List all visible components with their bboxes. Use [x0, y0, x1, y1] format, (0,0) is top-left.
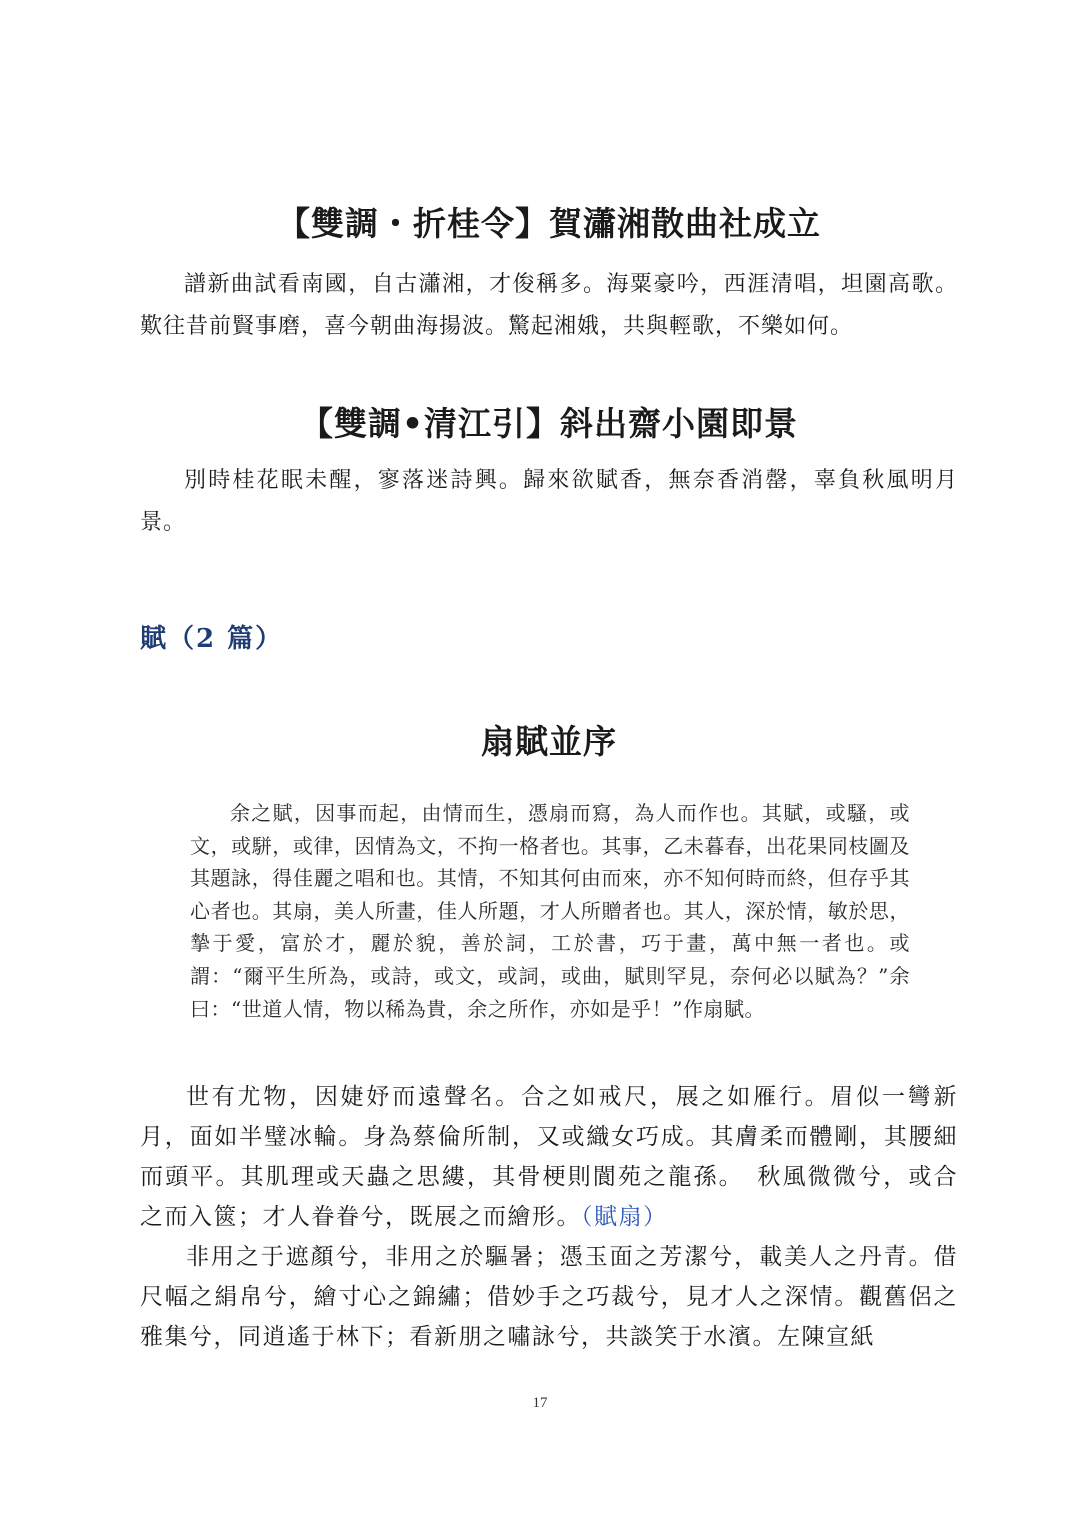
section-heading: 賦（2 篇）: [140, 624, 284, 654]
poem-text-1: 譜新曲試看南國，自古瀟湘，才俊稱多。海粟豪吟，西涯清唱，坦園高歌。歎往昔前賢事磨，喜今朝曲海揚波。驚起湘娥，共與輕歌，不樂如何。: [140, 272, 958, 339]
page-number: 17: [532, 1395, 548, 1411]
fu-body-note: （賦扇）: [581, 1204, 668, 1230]
fu-body-paragraph-2: 非用之于遮顏兮，非用之於驅暑；憑玉面之芳潔兮，載美人之丹青。借尺幅之絹帛兮，繪寸心之錦繡；借妙手之巧裁兮，見才人之深情。觀舊侶之雅集兮，同逍遙于林下；看新朋之嘯詠兮，共談笑于水濱。左陳宣紙: [140, 1244, 958, 1350]
poem-text-2: 別時桂花眠未醒，寥落迷詩興。歸來欲賦香，無奈香消罄，辜負秋風明月景。: [140, 468, 958, 535]
fu-preface: 余之賦，因事而起，由情而生，憑扇而寫，為人而作也。其賦，或騷，或文，或駢，或律，因情為文，不拘一格者也。其事，乙未暮春，出花果同枝圖及其題詠，得佳麗之唱和也。其情，不知其何由而來，亦不知何時而終，但存乎其心者也。其扇，美人所畫，佳人所題，才人所贈者也。其人，深於情，敏於思，摯于愛，富於才，麗於貌，善於詞，工於書，巧于畫，萬中無一者也。或謂：“爾平生所為，或詩，或文，或詞，或曲，賦則罕見，奈何必以賦為？”余曰：“世道人情，物以稀為貴，余之所作，亦如是乎！”作扇賦。: [190, 801, 910, 1021]
fu-body-paragraph-1: [140, 1077, 958, 1237]
fu-body-text-1: 世有尤物，因婕妤而遠聲名。合之如戒尺，展之如雁行。眉似一彎新月，面如半璧冰輪。身為蔡倫所制，又或織女巧成。其膚柔而體剛，其腰細而頭平。其肌理或天蟲之思縷，其骨梗則閬苑之龍孫。 秋風微微兮，或合之而入篋；才人眷眷兮，既展之而繪形。: [140, 1084, 958, 1230]
poem-title-2: 【雙調•清江引】斜出齋小園即景: [299, 404, 799, 443]
poem-title-1: 【雙調・折桂令】賀瀟湘散曲社成立: [277, 204, 821, 243]
fu-title: 扇賦並序: [481, 722, 617, 761]
